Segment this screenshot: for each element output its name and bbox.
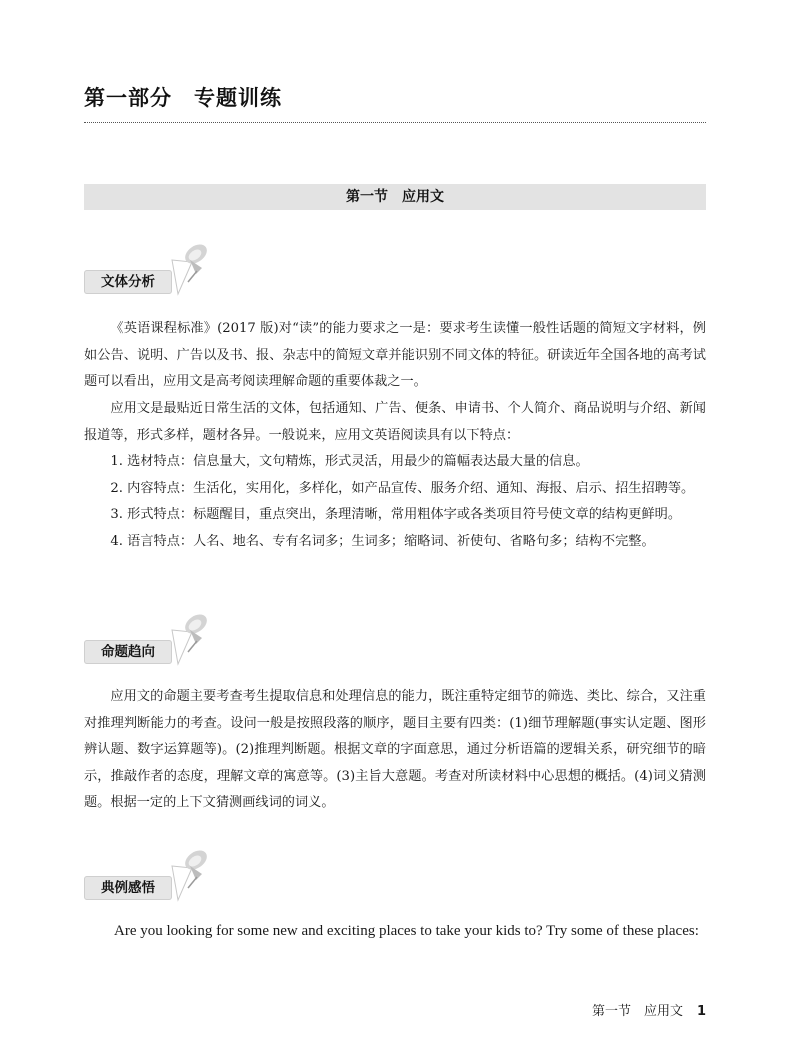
heading-trend: 命题趋向 xyxy=(84,640,172,664)
dotted-divider xyxy=(84,122,706,123)
analysis-paragraph-2: 应用文是最贴近日常生活的文体，包括通知、广告、便条、申请书、个人简介、商品说明与介绍、新闻报道等，形式多样，题材各异。一般说来，应用文英语阅读具有以下特点： xyxy=(84,401,706,443)
trend-paragraph: 应用文的命题主要考查考生提取信息和处理信息的能力，既注重特定细节的筛选、类比、综合，又注重对推理判断能力的考查。设问一般是按照段落的顺序，题目主要有四类：(1)细节理解题(事实认定题、图形辨认题、数字运算题等)。(2)推理判断题。根据文章的字面意思，通过分析语篇的逻辑关系，研究细节的暗示，推敲作者的态度，理解文章的寓意等。(3)主旨大意题。考查对所读材料中心思想的概括。(4)词义猜测题。根据一定的上下文猜测画线词的词义。 xyxy=(84,689,706,810)
part-title: 第一部分 专题训练 xyxy=(84,86,282,110)
example-paragraph: Are you looking for some new and exciting places to take your kids to? Try some of these places: xyxy=(114,923,699,939)
heading-tag-example xyxy=(84,864,224,908)
section-title: 第一节 应用文 xyxy=(84,184,706,210)
pushpin-icon xyxy=(166,238,216,300)
heading-tag-analysis xyxy=(84,258,224,302)
footer-section: 第一节 应用文 xyxy=(591,1004,683,1019)
list-item: 4. 语言特点：人名、地名、专有名词多；生词多；缩略词、祈使句、省略句多；结构不完整。 xyxy=(110,533,655,549)
list-item: 3. 形式特点：标题醒目，重点突出，条理清晰，常用粗体字或各类项目符号使文章的结构更鲜明。 xyxy=(110,507,682,522)
pushpin-icon xyxy=(166,608,216,670)
heading-analysis: 文体分析 xyxy=(84,270,172,294)
page-number: 1 xyxy=(696,1004,706,1019)
feature-list xyxy=(84,449,706,555)
heading-tag-trend xyxy=(84,628,224,672)
pushpin-icon xyxy=(166,844,216,906)
heading-example: 典例感悟 xyxy=(84,876,172,900)
page-footer xyxy=(592,1000,706,1019)
analysis-paragraph-1: 《英语课程标准》(2017 版)对“读”的能力要求之一是：要求考生读懂一般性话题的简短文字材料，例如公告、说明、广告以及书、报、杂志中的简短文章并能识别不同文体的特征。研读近年全国各地的高考试题可以看出，应用文是高考阅读理解命题的重要体裁之一。 xyxy=(84,321,706,389)
list-item: 1. 选材特点：信息量大，文句精炼，形式灵活，用最少的篇幅表达最大量的信息。 xyxy=(110,454,589,469)
list-item: 2. 内容特点：生活化，实用化，多样化，如产品宣传、服务介绍、通知、海报、启示、招生招聘等。 xyxy=(110,480,695,496)
